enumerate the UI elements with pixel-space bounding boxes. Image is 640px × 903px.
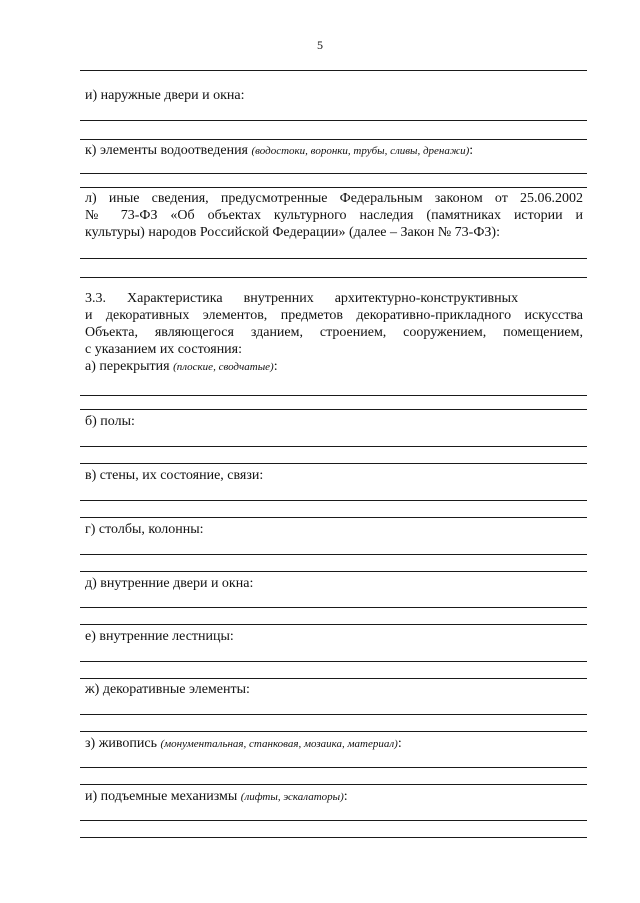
item-painting-label: з) живопись — [85, 736, 157, 751]
fill-line — [80, 820, 587, 821]
fill-line — [80, 678, 587, 679]
item-other-line-3: культуры) народов Российской Федерации» (далее – Закон № 73-ФЗ): — [85, 225, 500, 240]
colon: : — [273, 359, 278, 374]
fill-line — [80, 120, 587, 121]
item-outer-doors-label: и) наружные двери и окна: — [85, 88, 245, 103]
fill-line — [80, 409, 587, 410]
fill-line — [80, 837, 587, 838]
fill-line — [80, 500, 587, 501]
item-painting — [85, 735, 583, 753]
item-drainage — [85, 142, 583, 160]
fill-line — [80, 624, 587, 625]
fill-line — [80, 661, 587, 662]
section-heading-line-2: и декоративных элементов, предметов декоративно-прикладного искусства — [85, 308, 583, 323]
fill-line — [80, 187, 587, 188]
item-lifts-label: и) подъемные механизмы — [85, 789, 238, 804]
item-drainage-label: к) элементы водоотведения — [85, 143, 248, 158]
item-ceilings — [85, 358, 583, 376]
fill-line — [80, 173, 587, 174]
item-stairs-label: е) внутренние лестницы: — [85, 629, 234, 644]
fill-line — [80, 731, 587, 732]
item-walls-label: в) стены, их состояние, связи: — [85, 468, 264, 483]
item-other-line-1: л) иные сведения, предусмотренные Федеральным законом от 25.06.2002 — [85, 191, 583, 206]
fill-line — [80, 517, 587, 518]
colon: : — [469, 143, 474, 158]
fill-line — [80, 554, 587, 555]
item-other-line-2: № 73-ФЗ «Об объектах культурного наследия (памятниках истории и — [85, 208, 583, 223]
colon: : — [343, 789, 348, 804]
section-heading-line-3: Объекта, являющегося зданием, строением, сооружением, помещением, — [85, 325, 583, 340]
fill-line — [80, 767, 587, 768]
fill-line — [80, 607, 587, 608]
item-floors-label: б) полы: — [85, 414, 135, 429]
fill-line — [80, 571, 587, 572]
fill-line — [80, 446, 587, 447]
section-heading-line-4: с указанием их состояния: — [85, 342, 243, 357]
item-drainage-note: (водостоки, воронки, трубы, сливы, дренажи) — [251, 145, 470, 157]
colon: : — [397, 736, 402, 751]
fill-line — [80, 70, 587, 71]
item-painting-note: (монументальная, станковая, мозаика, материал) — [160, 738, 398, 750]
fill-line — [80, 395, 587, 396]
fill-line — [80, 139, 587, 140]
item-ceilings-note: (плоские, сводчатые) — [173, 361, 274, 373]
item-inner-doors-label: д) внутренние двери и окна: — [85, 576, 254, 591]
fill-line — [80, 463, 587, 464]
page-number: 5 — [317, 38, 323, 52]
item-ceilings-label: а) перекрытия — [85, 359, 170, 374]
item-decor-label: ж) декоративные элементы: — [85, 682, 250, 697]
fill-line — [80, 258, 587, 259]
fill-line — [80, 277, 587, 278]
item-lifts — [85, 788, 583, 806]
item-columns-label: г) столбы, колонны: — [85, 522, 204, 537]
fill-line — [80, 714, 587, 715]
fill-line — [80, 784, 587, 785]
item-lifts-note: (лифты, эскалаторы) — [240, 791, 344, 803]
section-heading-line-1: 3.3. Характеристика внутренних архитектурно-конструктивных — [85, 291, 519, 306]
